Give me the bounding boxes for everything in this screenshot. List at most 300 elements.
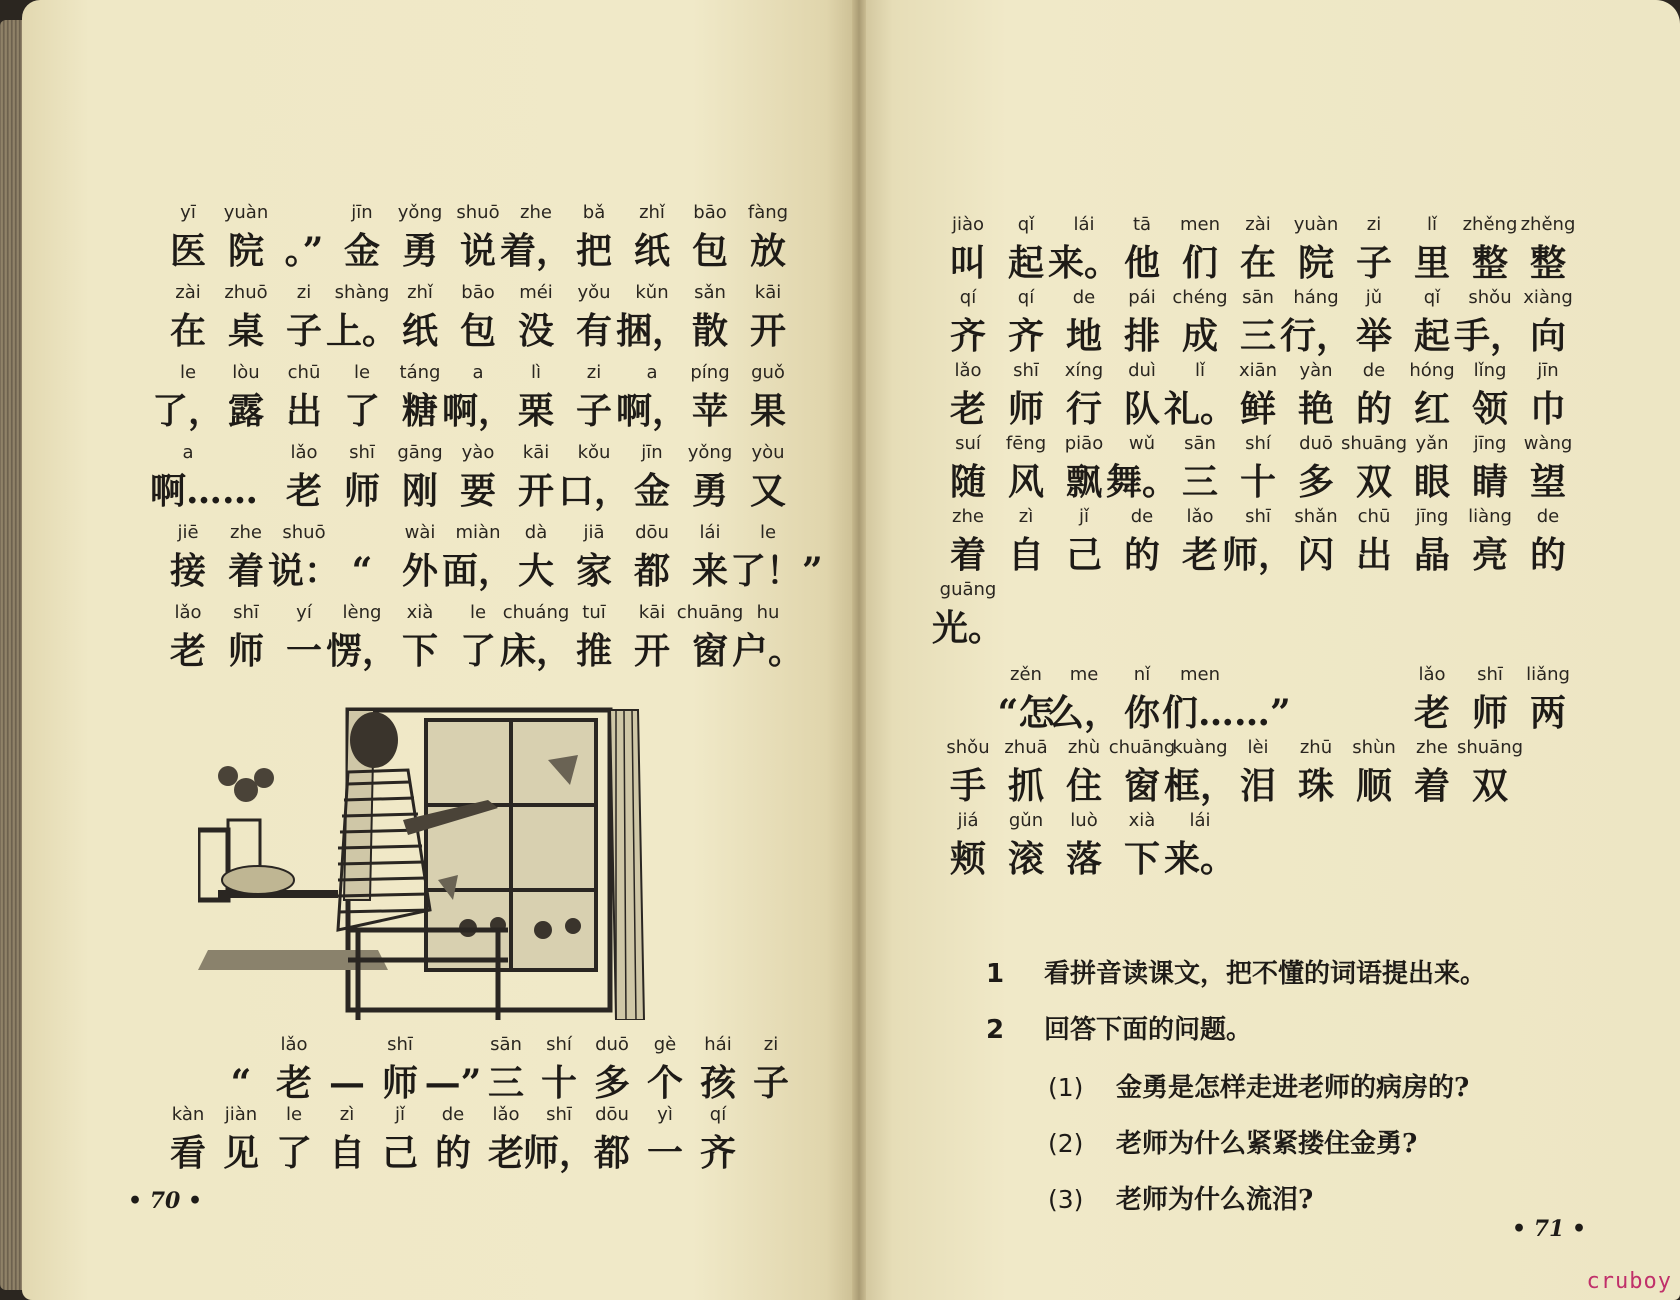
pinyin: lèi xyxy=(1247,737,1269,758)
pinyin: lǎo xyxy=(492,1104,520,1125)
hanzi: 自 xyxy=(1007,534,1044,576)
hanzi: 包 xyxy=(691,230,728,272)
pinyin: jīn xyxy=(1537,360,1559,381)
pinyin: dōu xyxy=(635,522,669,543)
hanzi: 十 xyxy=(1239,461,1276,503)
hanzi: 起 xyxy=(1413,315,1450,357)
hanzi: 着 xyxy=(949,534,986,576)
hanzi: 栗 xyxy=(517,390,554,432)
character-cell xyxy=(730,438,806,514)
hanzi: 的 xyxy=(1355,388,1392,430)
hanzi: 一 xyxy=(285,630,322,672)
hanzi: 珠 xyxy=(1297,765,1334,807)
book-gutter xyxy=(852,0,866,1300)
pinyin: wài xyxy=(404,522,436,543)
hanzi: 一 xyxy=(646,1132,683,1174)
pinyin: zhuō xyxy=(224,282,268,303)
pinyin: shuō xyxy=(282,522,326,543)
hanzi: 孩 xyxy=(699,1062,736,1104)
exercise-number: 2 xyxy=(986,1015,1005,1045)
hanzi: 十 xyxy=(540,1062,577,1104)
hanzi: 多 xyxy=(1297,461,1334,503)
pinyin: qí xyxy=(959,287,977,308)
pinyin: yī xyxy=(180,202,196,223)
pinyin: lǎo xyxy=(290,442,318,463)
hanzi: 行 xyxy=(1065,388,1102,430)
pinyin: jiàn xyxy=(224,1104,258,1125)
pinyin: liǎng xyxy=(1526,664,1570,685)
hanzi: 老 xyxy=(275,1062,312,1104)
hanzi: 老 xyxy=(949,388,986,430)
pinyin: yuàn xyxy=(223,202,269,223)
hanzi: 艳 xyxy=(1297,388,1334,430)
question-2 xyxy=(1048,1122,1608,1166)
hanzi: 来 xyxy=(691,550,728,592)
pinyin: nǐ xyxy=(1133,664,1151,685)
pinyin: jǐ xyxy=(1078,506,1089,527)
pinyin: lǎo xyxy=(1186,506,1214,527)
pinyin: le xyxy=(285,1104,303,1125)
hanzi: 有 xyxy=(575,310,612,352)
pinyin: kuàng xyxy=(1172,737,1228,758)
pinyin: gǔn xyxy=(1008,810,1044,831)
pinyin: táng xyxy=(399,362,441,383)
pinyin: yǒu xyxy=(577,282,611,303)
hanzi: 向 xyxy=(1529,315,1566,357)
pinyin: shí xyxy=(546,1034,572,1055)
question-text: 老师为什么紧紧搂住金勇? xyxy=(1116,1129,1418,1159)
pinyin: shuō xyxy=(456,202,500,223)
hanzi: 队 xyxy=(1123,388,1160,430)
pinyin: kàn xyxy=(171,1104,205,1125)
hanzi: 老 xyxy=(285,470,322,512)
hanzi: 果 xyxy=(749,390,786,432)
hanzi: 面， xyxy=(441,550,514,592)
pinyin: xià xyxy=(1128,810,1156,831)
pinyin: fàng xyxy=(747,202,789,223)
pinyin: yòu xyxy=(751,442,785,463)
pinyin: xià xyxy=(406,602,434,623)
hanzi: 桌 xyxy=(227,310,264,352)
hanzi: 师， xyxy=(522,1132,595,1174)
hanzi: 子 xyxy=(1355,242,1392,284)
hanzi: 师 xyxy=(343,470,380,512)
pinyin: hóng xyxy=(1409,360,1455,381)
pinyin: jiá xyxy=(957,810,979,831)
character-cell xyxy=(1510,210,1586,286)
pinyin: zhù xyxy=(1067,737,1101,758)
hanzi: 床， xyxy=(499,630,572,672)
hanzi: 啊， xyxy=(615,390,688,432)
pinyin: sǎn xyxy=(694,282,726,303)
pinyin: zěn xyxy=(1010,664,1042,685)
pinyin: lǎo xyxy=(1418,664,1446,685)
hanzi: 开 xyxy=(749,310,786,352)
pinyin: hái xyxy=(704,1034,732,1055)
hanzi: 把 xyxy=(575,230,612,272)
pinyin: duì xyxy=(1128,360,1156,381)
hanzi: 下 xyxy=(1123,838,1160,880)
hanzi: 他 xyxy=(1123,242,1160,284)
hanzi: 么， xyxy=(1047,692,1120,734)
hanzi: 晶 xyxy=(1413,534,1450,576)
hanzi: 捆， xyxy=(615,310,688,352)
character-cell xyxy=(1452,733,1528,809)
question-number: (3) xyxy=(1048,1185,1084,1214)
pinyin: shùn xyxy=(1352,737,1396,758)
pinyin: a xyxy=(646,362,658,383)
hanzi: 三 xyxy=(1181,461,1218,503)
exercise-1 xyxy=(986,952,1626,996)
hanzi: 自 xyxy=(328,1132,365,1174)
pinyin: chū xyxy=(1357,506,1391,527)
pinyin: liàng xyxy=(1468,506,1512,527)
pinyin: men xyxy=(1179,664,1221,685)
pinyin: le xyxy=(759,522,777,543)
pinyin: fēng xyxy=(1005,433,1047,454)
pinyin: bāo xyxy=(693,202,727,223)
right-page-text xyxy=(930,210,1610,930)
character-cell xyxy=(1510,660,1586,736)
pinyin: shī xyxy=(1477,664,1503,685)
pinyin: yì xyxy=(657,1104,673,1125)
pinyin: chéng xyxy=(1172,287,1228,308)
hanzi: 出 xyxy=(285,390,322,432)
pinyin: sān xyxy=(490,1034,522,1055)
hanzi: 窗 xyxy=(1123,765,1160,807)
hanzi: 开 xyxy=(517,470,554,512)
pinyin: yàn xyxy=(1299,360,1333,381)
hanzi: 勇 xyxy=(691,470,728,512)
hanzi: 地 xyxy=(1065,315,1102,357)
pinyin: lǐ xyxy=(1194,360,1205,381)
hanzi: 了， xyxy=(151,390,224,432)
pinyin: tuī xyxy=(582,602,606,623)
character-cell xyxy=(730,278,806,354)
pinyin: xíng xyxy=(1064,360,1104,381)
page-number-left: • 70 • xyxy=(128,1188,203,1214)
pinyin: a xyxy=(472,362,484,383)
pinyin: kǒu xyxy=(577,442,611,463)
exercise-number: 1 xyxy=(986,959,1005,989)
character-cell xyxy=(1510,429,1586,505)
hanzi: 齐 xyxy=(1007,315,1044,357)
question-number: (1) xyxy=(1048,1073,1084,1102)
hanzi: “ xyxy=(230,1062,252,1104)
pinyin: yuàn xyxy=(1293,214,1339,235)
pinyin: jiā xyxy=(583,522,605,543)
hanzi: 了 xyxy=(275,1132,312,1174)
hanzi: 放 xyxy=(749,230,786,272)
pinyin: jǔ xyxy=(1365,287,1383,308)
hanzi: 双 xyxy=(1355,461,1392,503)
pinyin: luò xyxy=(1070,810,1098,831)
pinyin: shī xyxy=(233,602,259,623)
pinyin: zhěng xyxy=(1462,214,1518,235)
hanzi: 说 xyxy=(459,230,496,272)
hanzi: 红 xyxy=(1413,388,1450,430)
pinyin: qǐ xyxy=(1017,214,1035,235)
pinyin: sān xyxy=(1242,287,1274,308)
character-cell xyxy=(730,598,806,674)
hanzi: 巾 xyxy=(1529,388,1566,430)
pinyin: guāng xyxy=(939,579,997,600)
hanzi: 两 xyxy=(1529,692,1566,734)
pinyin: lǐng xyxy=(1473,360,1507,381)
hanzi: 要 xyxy=(459,470,496,512)
pinyin: shī xyxy=(1245,506,1271,527)
pinyin: zhěng xyxy=(1520,214,1576,235)
pinyin: yǒng xyxy=(397,202,443,223)
pinyin: suí xyxy=(955,433,981,454)
pinyin: lǎo xyxy=(280,1034,308,1055)
pinyin: le xyxy=(469,602,487,623)
hanzi: 都 xyxy=(593,1132,630,1174)
hanzi: 医 xyxy=(169,230,206,272)
pinyin: zài xyxy=(175,282,201,303)
hanzi: 老 xyxy=(1413,692,1450,734)
pinyin: chuáng xyxy=(502,602,570,623)
hanzi: 的 xyxy=(1529,534,1566,576)
hanzi: 三 xyxy=(1239,315,1276,357)
hanzi: 飘 xyxy=(1065,461,1102,503)
pinyin: gāng xyxy=(397,442,443,463)
pinyin: de xyxy=(1536,506,1560,527)
pinyin: jiē xyxy=(177,522,199,543)
hanzi: 睛 xyxy=(1471,461,1508,503)
pinyin: gè xyxy=(653,1034,677,1055)
pinyin: zhe xyxy=(520,202,552,223)
pinyin: shǒu xyxy=(946,737,990,758)
pinyin: le xyxy=(179,362,197,383)
hanzi: 举 xyxy=(1355,315,1392,357)
pinyin: shī xyxy=(546,1104,572,1125)
pinyin: qǐ xyxy=(1423,287,1441,308)
hanzi: 光。 xyxy=(931,607,1004,649)
hanzi: 又 xyxy=(749,470,786,512)
hanzi: 里 xyxy=(1413,242,1450,284)
hanzi: 排 xyxy=(1123,315,1160,357)
hanzi: 滚 xyxy=(1007,838,1044,880)
pinyin: me xyxy=(1069,664,1099,685)
hanzi: 户。 xyxy=(731,630,804,672)
pinyin: a xyxy=(182,442,194,463)
pinyin: lì xyxy=(530,362,541,383)
hanzi: 起 xyxy=(1007,242,1044,284)
hanzi: 包 xyxy=(459,310,496,352)
pinyin: zì xyxy=(1018,506,1034,527)
hanzi: 风 xyxy=(1007,461,1044,503)
pinyin: dà xyxy=(524,522,548,543)
hanzi: 着 xyxy=(1413,765,1450,807)
pinyin: jǐ xyxy=(394,1104,405,1125)
pinyin: chuāng xyxy=(1108,737,1176,758)
hanzi: 抓 xyxy=(1007,765,1044,807)
pinyin: jīng xyxy=(1415,506,1449,527)
pinyin: kāi xyxy=(754,282,782,303)
pinyin: de xyxy=(1362,360,1386,381)
hanzi: 着， xyxy=(499,230,572,272)
hanzi: 家 xyxy=(575,550,612,592)
hanzi: 领 xyxy=(1471,388,1508,430)
hanzi: 口， xyxy=(557,470,630,512)
pinyin: men xyxy=(1179,214,1221,235)
pinyin: kāi xyxy=(638,602,666,623)
hanzi: 看 xyxy=(169,1132,206,1174)
hanzi: 来。 xyxy=(1163,838,1236,880)
pinyin: wàng xyxy=(1523,433,1573,454)
pinyin: xiān xyxy=(1238,360,1278,381)
hanzi: 院 xyxy=(227,230,264,272)
pinyin: zi xyxy=(763,1034,779,1055)
pinyin: piāo xyxy=(1064,433,1104,454)
hanzi: 整 xyxy=(1471,242,1508,284)
pinyin: guǒ xyxy=(751,362,785,383)
hanzi: 窗 xyxy=(691,630,728,672)
hanzi: 院 xyxy=(1297,242,1334,284)
pinyin: kǔn xyxy=(635,282,669,303)
pinyin: chū xyxy=(287,362,321,383)
pinyin: lǎo xyxy=(954,360,982,381)
pinyin: lǐ xyxy=(1426,214,1437,235)
hanzi: 整 xyxy=(1529,242,1566,284)
hanzi: 接 xyxy=(169,550,206,592)
hanzi: 子 xyxy=(752,1062,789,1104)
character-cell xyxy=(1510,502,1586,578)
pinyin: de xyxy=(1130,506,1154,527)
hanzi: 师 xyxy=(227,630,264,672)
hanzi: 上。 xyxy=(325,310,398,352)
pinyin: méi xyxy=(519,282,553,303)
pinyin: tā xyxy=(1132,214,1152,235)
pinyin: shǎn xyxy=(1294,506,1338,527)
woodcut-illustration xyxy=(198,700,686,1020)
pinyin: zhǐ xyxy=(639,202,665,223)
hanzi: 老 xyxy=(487,1132,524,1174)
hanzi: 鲜 xyxy=(1239,388,1276,430)
hanzi: 啊， xyxy=(441,390,514,432)
hanzi: 苹 xyxy=(691,390,728,432)
hanzi: 没 xyxy=(517,310,554,352)
hanzi: 老 xyxy=(169,630,206,672)
pinyin: bāo xyxy=(461,282,495,303)
hanzi: 你 xyxy=(1123,692,1160,734)
pinyin: shī xyxy=(1013,360,1039,381)
hanzi: 见 xyxy=(222,1132,259,1174)
pinyin: lòu xyxy=(232,362,260,383)
hanzi: 眼 xyxy=(1413,461,1450,503)
pinyin: kāi xyxy=(522,442,550,463)
hanzi: 子 xyxy=(575,390,612,432)
hanzi: 师 xyxy=(1007,388,1044,430)
pinyin: yào xyxy=(461,442,495,463)
hanzi: 成 xyxy=(1181,315,1218,357)
pinyin: miàn xyxy=(455,522,501,543)
hanzi: 说： xyxy=(267,550,340,592)
hanzi: 在 xyxy=(1239,242,1276,284)
character-cell xyxy=(1510,283,1586,359)
hanzi: 了！” xyxy=(730,550,823,592)
hanzi: 了 xyxy=(343,390,380,432)
hanzi: 下 xyxy=(401,630,438,672)
pinyin: jīng xyxy=(1473,433,1507,454)
pinyin: shī xyxy=(349,442,375,463)
pinyin: duō xyxy=(1299,433,1333,454)
pinyin: shí xyxy=(1245,433,1271,454)
hanzi: 来。 xyxy=(1047,242,1120,284)
hanzi: — xyxy=(329,1062,365,1104)
hanzi: 露 xyxy=(227,390,264,432)
question-text: 老师为什么流泪? xyxy=(1116,1185,1314,1215)
hanzi: 框， xyxy=(1163,765,1236,807)
page-number-right: • 71 • xyxy=(1512,1216,1587,1242)
character-cell xyxy=(730,198,806,274)
exercise-2 xyxy=(986,1008,1626,1052)
pinyin: zhe xyxy=(1416,737,1448,758)
hanzi: 齐 xyxy=(699,1132,736,1174)
hanzi: 师 xyxy=(381,1062,418,1104)
hanzi: 糖 xyxy=(401,390,438,432)
pinyin: lái xyxy=(1189,810,1211,831)
pinyin: jīn xyxy=(351,202,373,223)
exercise-text: 看拼音读课文，把不懂的词语提出来。 xyxy=(1044,959,1487,989)
watermark: cruboy xyxy=(1586,1269,1672,1294)
pinyin: zhuā xyxy=(1004,737,1048,758)
hanzi: 啊…… xyxy=(150,470,259,512)
left-page-text-bottom xyxy=(150,1030,830,1190)
character-cell xyxy=(733,1030,809,1106)
pinyin: hu xyxy=(756,602,780,623)
pinyin: shàng xyxy=(334,282,390,303)
pinyin: lái xyxy=(699,522,721,543)
pinyin: qí xyxy=(709,1104,727,1125)
pinyin: jīn xyxy=(641,442,663,463)
pinyin: shǒu xyxy=(1468,287,1512,308)
hanzi: 行， xyxy=(1279,315,1352,357)
question-1 xyxy=(1048,1066,1608,1110)
hanzi: 们……” xyxy=(1162,692,1291,734)
hanzi: 着 xyxy=(227,550,264,592)
pinyin: píng xyxy=(690,362,730,383)
hanzi: 师， xyxy=(1221,534,1294,576)
hanzi: 子 xyxy=(285,310,322,352)
hanzi: 舞。 xyxy=(1105,461,1178,503)
pinyin: zhū xyxy=(1299,737,1333,758)
pinyin: pái xyxy=(1128,287,1156,308)
character-cell xyxy=(730,518,823,594)
hanzi: 了 xyxy=(459,630,496,672)
hanzi: 纸 xyxy=(401,310,438,352)
hanzi: 手， xyxy=(1453,315,1526,357)
pinyin: qí xyxy=(1017,287,1035,308)
hanzi: 师 xyxy=(1471,692,1508,734)
hanzi: 泪 xyxy=(1239,765,1276,807)
hanzi: 闪 xyxy=(1297,534,1334,576)
hanzi: 颊 xyxy=(949,838,986,880)
hanzi: 。” xyxy=(284,230,324,272)
hanzi: 亮 xyxy=(1471,534,1508,576)
hanzi: 齐 xyxy=(949,315,986,357)
pinyin: lái xyxy=(1073,214,1095,235)
pinyin: háng xyxy=(1293,287,1339,308)
hanzi: 住 xyxy=(1065,765,1102,807)
hanzi: 散 xyxy=(691,310,728,352)
pinyin: zhe xyxy=(952,506,984,527)
hanzi: 勇 xyxy=(401,230,438,272)
pinyin: zhǐ xyxy=(407,282,433,303)
hanzi: 出 xyxy=(1355,534,1392,576)
hanzi: 多 xyxy=(593,1062,630,1104)
